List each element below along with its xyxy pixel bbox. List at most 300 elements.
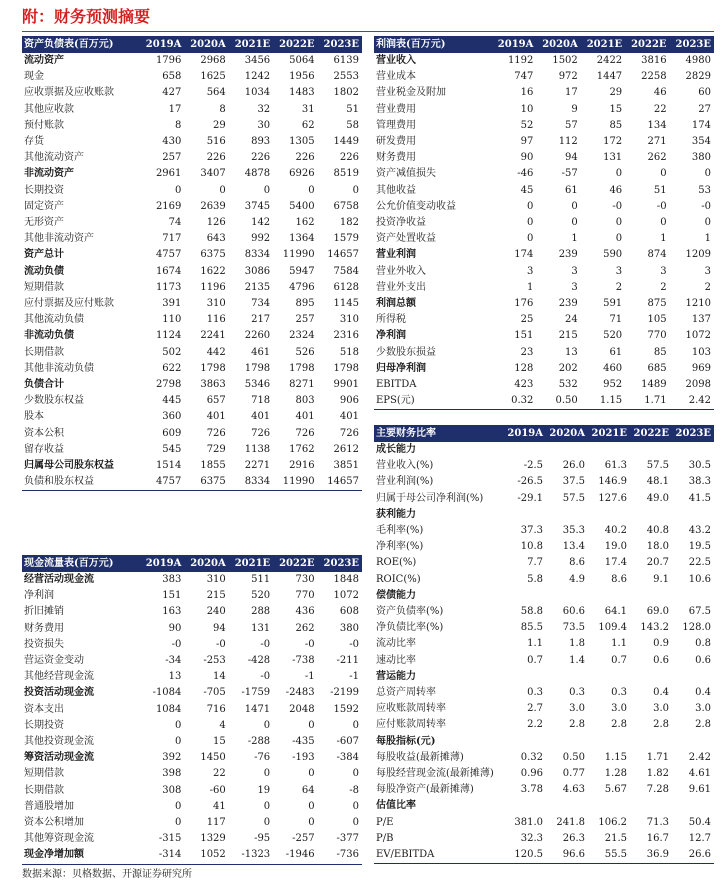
cell-value: 3.0	[695, 703, 711, 715]
cell-value: 73.5	[562, 622, 585, 634]
cell-value: 127.6	[598, 492, 627, 504]
table-row	[22, 53, 362, 69]
table-row	[22, 426, 362, 442]
row-label: 每股收益(最新摊薄)	[376, 751, 464, 763]
cell-value	[546, 734, 588, 750]
cell-value	[672, 798, 714, 814]
cell-value: 770	[647, 330, 667, 342]
row-label: 现金净增加额	[22, 847, 140, 864]
cell-value: 0	[308, 184, 315, 196]
row-label: 营运资金变动	[24, 655, 84, 667]
cell-value: 1	[527, 281, 534, 293]
cell-value: 430	[162, 136, 182, 148]
cell-value: 1.71	[625, 393, 669, 410]
cell-value: 182	[339, 217, 359, 229]
cell-value: 106.2	[598, 816, 627, 828]
table-header-row	[22, 555, 362, 572]
cell-value: 48.1	[646, 476, 669, 488]
cell-value: 18.0	[646, 541, 669, 553]
row-label: 其他收益	[376, 184, 416, 196]
table-row	[22, 102, 362, 118]
cell-value: 41	[213, 800, 226, 812]
cell-value: 4.63	[562, 784, 585, 796]
table-row	[22, 669, 362, 685]
row-label: 财务费用	[24, 622, 64, 634]
cell-value: 1956	[289, 71, 315, 83]
cell-value: 0.9	[653, 638, 669, 650]
cell-value	[672, 442, 714, 458]
table-row	[22, 231, 362, 247]
cell-value: 2	[615, 281, 623, 293]
cell-value: 8334	[229, 474, 273, 491]
table-row	[374, 118, 714, 134]
cell-value: -738	[292, 655, 315, 667]
cell-value: 3816	[641, 55, 667, 66]
cell-value: 3	[527, 265, 534, 277]
cell-value: 1592	[333, 703, 359, 715]
cell-value: 545	[162, 443, 182, 455]
cell-value: 2098	[685, 379, 711, 391]
table-row	[374, 782, 714, 798]
cell-value: 31	[301, 103, 315, 115]
cell-value: 85.5	[520, 622, 543, 634]
row-label: 每股净资产(最新摊薄)	[376, 784, 474, 796]
cell-value: -2.5	[523, 460, 543, 472]
cell-value: 52	[520, 119, 534, 131]
row-label: 管理费用	[376, 119, 416, 131]
table-row	[374, 636, 714, 652]
cell-value: 146.9	[598, 476, 627, 488]
table-row	[374, 669, 714, 685]
cell-value: 2260	[244, 330, 271, 342]
cell-value: 442	[206, 346, 226, 358]
row-label: 其他流动资产	[24, 152, 84, 164]
cell-value: 58	[346, 119, 359, 131]
cell-value: 22	[213, 768, 226, 780]
cell-value: 37.3	[520, 525, 543, 537]
cell-value: 726	[295, 427, 315, 439]
cell-value: 0	[263, 817, 271, 829]
cell-value: 0	[263, 184, 271, 196]
cell-value: -377	[336, 833, 359, 845]
cell-value: 1798	[200, 362, 226, 374]
cell-value: 3407	[200, 168, 226, 180]
cell-value: 9901	[333, 379, 359, 391]
cell-value: 445	[162, 395, 182, 407]
cash-flow-table	[22, 555, 362, 865]
table-row	[374, 183, 714, 199]
cell-value: 3	[571, 281, 578, 293]
cell-value: 4757	[155, 249, 182, 261]
cell-value: 0	[352, 800, 359, 812]
cell-value: 30	[257, 119, 271, 131]
cell-value: 401	[339, 411, 359, 423]
cell-value: -95	[254, 833, 271, 845]
cell-value	[546, 798, 588, 814]
cell-value: 13	[565, 346, 578, 358]
table-row	[22, 150, 362, 166]
cell-value: 131	[251, 622, 271, 634]
row-label: 应付账款周转率	[376, 719, 446, 731]
cell-value: 9	[571, 103, 578, 115]
cell-value	[588, 734, 630, 750]
cell-value: 117	[206, 817, 226, 829]
cell-value: -29.1	[517, 492, 543, 504]
row-label: 资产负债率(%)	[376, 606, 444, 618]
cell-value	[672, 588, 714, 604]
row-label: 投资损失	[24, 638, 64, 650]
table-row	[22, 588, 362, 604]
cell-value: 5346	[244, 379, 271, 391]
row-label: 营业利润(%)	[376, 476, 434, 488]
cell-value: -435	[292, 736, 315, 748]
cell-value: 94	[213, 622, 226, 634]
table-row	[22, 377, 362, 393]
cell-value: 729	[206, 443, 226, 455]
table-row	[22, 783, 362, 799]
cell-value: -2199	[330, 687, 359, 699]
row-label: 投资活动现金流	[24, 687, 94, 699]
cell-value: 11990	[273, 474, 317, 491]
cell-value: 803	[295, 395, 315, 407]
row-label: 其他筹资现金流	[24, 833, 94, 845]
cell-value: 14	[213, 671, 226, 683]
cell-value: 51	[653, 184, 667, 196]
cell-value: 85	[609, 119, 623, 131]
cell-value: 9.1	[653, 573, 669, 585]
cell-value: 1471	[244, 703, 271, 715]
year-column-header: 2019A	[504, 425, 546, 442]
cell-value: 0	[615, 168, 623, 180]
cell-value: -1323	[229, 847, 273, 864]
table-row	[374, 69, 714, 85]
table-row	[22, 734, 362, 750]
row-label: 每股经营现金流(最新摊薄)	[376, 768, 494, 780]
row-label: 其他非流动资产	[24, 233, 94, 245]
cell-value: 0	[175, 736, 182, 748]
row-label: 估值比率	[376, 800, 416, 812]
row-label: 长期借款	[24, 346, 64, 358]
cell-value: 392	[162, 752, 182, 764]
row-label: 其他投资现金流	[24, 736, 94, 748]
cell-value: 0	[308, 817, 315, 829]
cell-value: 972	[558, 71, 578, 83]
cell-value: 27	[698, 103, 711, 115]
cell-value	[630, 669, 672, 685]
row-label: 流动负债	[24, 265, 64, 277]
table-row	[374, 847, 714, 864]
table-row	[22, 799, 362, 815]
cell-value: 906	[339, 395, 359, 407]
cell-value: 2916	[289, 460, 315, 472]
cell-value: 8519	[333, 168, 359, 180]
cell-value: 116	[206, 314, 226, 326]
row-label: 净利润	[24, 590, 54, 602]
cell-value: 4.9	[569, 573, 585, 585]
cell-value: 1329	[200, 833, 226, 845]
table-row	[374, 474, 714, 490]
cell-value: 3	[660, 265, 667, 277]
table-row	[374, 231, 714, 247]
table-row	[22, 621, 362, 637]
cell-value: 0.50	[536, 393, 580, 410]
cell-value: 875	[647, 298, 667, 310]
cell-value: 526	[295, 346, 315, 358]
row-label: 财务费用	[376, 152, 416, 164]
cell-value: 103	[691, 346, 711, 358]
table-row	[374, 523, 714, 539]
cell-value: 1138	[244, 443, 271, 455]
cell-value	[630, 798, 672, 814]
row-label: 长期投资	[24, 184, 64, 196]
row-label: 留存收益	[24, 443, 64, 455]
cell-value: 1802	[333, 87, 359, 99]
table-row	[374, 588, 714, 604]
cell-value: 1674	[155, 265, 182, 277]
cell-value: 2169	[155, 200, 182, 212]
cell-value: 0	[571, 217, 578, 229]
cell-value: 262	[647, 152, 667, 164]
table-row	[374, 604, 714, 620]
cell-value: 952	[603, 379, 623, 391]
table-row	[22, 280, 362, 296]
year-column-header: 2019A	[140, 555, 184, 572]
table-row	[22, 653, 362, 669]
table-row	[374, 134, 714, 150]
cell-value: 2	[704, 281, 711, 293]
cell-value: 50.4	[688, 816, 711, 828]
cell-value: 383	[162, 574, 182, 585]
cell-value: 36.9	[630, 847, 672, 864]
table-row	[374, 458, 714, 474]
row-label: 营业费用	[376, 103, 416, 115]
cell-value: 4980	[685, 55, 711, 66]
cell-value: 1762	[289, 443, 315, 455]
cell-value: 1489	[641, 379, 667, 391]
cell-value: 310	[206, 298, 226, 310]
cell-value: 0	[352, 719, 359, 731]
cell-value	[546, 507, 588, 523]
row-label: 少数股东权益	[24, 395, 84, 407]
cell-value: 30.5	[688, 460, 711, 472]
table-row	[22, 199, 362, 215]
cell-value: 2639	[200, 200, 226, 212]
cell-value: 26.6	[672, 847, 714, 864]
cell-value: 60	[698, 87, 711, 99]
cell-value: -1	[349, 671, 359, 683]
cell-value: 0.77	[562, 768, 585, 780]
cell-value: 461	[251, 346, 271, 358]
cell-value: 10.6	[688, 573, 711, 585]
cell-value: 12.7	[688, 832, 711, 844]
cell-value: 137	[691, 314, 711, 326]
cell-value: 10	[520, 103, 534, 115]
row-label: 流动资产	[24, 55, 64, 66]
row-label: 公允价值变动收益	[376, 200, 456, 212]
row-label: 资本公积增加	[24, 817, 84, 829]
cell-value: 391	[162, 298, 182, 310]
table-row	[374, 685, 714, 701]
cell-value: 49.0	[646, 492, 669, 504]
cell-value: 23	[520, 346, 534, 358]
table-row	[374, 150, 714, 166]
cell-value: 46	[653, 87, 667, 99]
cell-value: 436	[295, 606, 315, 618]
row-label: 应收票据及应收账款	[24, 87, 114, 99]
row-label: 资产处置收益	[376, 233, 436, 245]
cell-value: 6128	[333, 281, 359, 293]
data-source-note: 数据来源：贝格数据、开源证券研究所	[22, 869, 192, 880]
cell-value: 516	[206, 136, 226, 148]
cell-value: 43.2	[688, 525, 711, 537]
cell-value: 241.8	[556, 816, 585, 828]
cell-value: 1450	[200, 752, 226, 764]
cell-value	[588, 798, 630, 814]
cell-value: -736	[318, 847, 362, 864]
cell-value: 1209	[685, 249, 711, 261]
row-label: 研发费用	[376, 136, 416, 148]
cell-value: 0.4	[695, 687, 711, 699]
cell-value: 1210	[685, 298, 711, 310]
cell-value: 3456	[244, 55, 271, 66]
cell-value: 0	[660, 217, 667, 229]
cell-value: 608	[339, 606, 359, 618]
cell-value: -0	[612, 200, 623, 212]
cell-value: -0	[260, 638, 271, 650]
cell-value: 112	[558, 136, 578, 148]
cell-value: 202	[558, 362, 578, 374]
cell-value: 401	[206, 411, 226, 423]
cell-value: 2.8	[611, 719, 627, 731]
cell-value: 0	[263, 800, 271, 812]
cell-value: 217	[251, 314, 271, 326]
cell-value: 0	[263, 719, 271, 731]
cell-value: 360	[162, 411, 182, 423]
cell-value: 520	[603, 330, 623, 342]
row-label: EBITDA	[376, 379, 417, 391]
table-row	[22, 296, 362, 312]
cell-value: 0	[263, 768, 271, 780]
cell-value: 4757	[140, 474, 184, 491]
row-label: 营运能力	[376, 670, 416, 682]
cell-value: 2.2	[527, 719, 543, 731]
cell-value: 1192	[507, 55, 534, 66]
cell-value: 14657	[318, 474, 362, 491]
table-row	[22, 264, 362, 280]
cell-value: 94	[565, 152, 578, 164]
row-label: 毛利率(%)	[376, 525, 424, 537]
cell-value: 1072	[333, 590, 359, 602]
table-row	[22, 750, 362, 766]
financial-ratios-table	[374, 425, 714, 864]
cell-value: 29	[609, 87, 623, 99]
cell-value: 2316	[333, 330, 359, 342]
cell-value: 0.7	[611, 654, 627, 666]
cell-value: 874	[647, 249, 667, 261]
cell-value: 271	[647, 136, 667, 148]
cell-value: 2258	[641, 71, 667, 83]
cell-value: 126	[206, 217, 226, 229]
cell-value: 1.28	[604, 768, 627, 780]
row-label: 长期投资	[24, 719, 64, 731]
table-row	[22, 118, 362, 134]
cell-value: 60.6	[562, 606, 585, 618]
cell-value: 53	[698, 184, 711, 196]
cell-value: 2.8	[569, 719, 585, 731]
cell-value: 26.3	[562, 832, 585, 844]
cell-value: 62	[301, 119, 315, 131]
cell-value: 13	[168, 671, 182, 683]
cell-value: 0	[527, 200, 534, 212]
cell-value: 226	[251, 152, 271, 164]
table-row	[22, 442, 362, 458]
cell-value: 40.8	[646, 525, 669, 537]
cell-value: 215	[206, 590, 226, 602]
cell-value: 2135	[244, 281, 271, 293]
table-row	[22, 815, 362, 831]
cell-value: 3.0	[653, 703, 669, 715]
table-row	[22, 361, 362, 377]
cell-value: 1072	[685, 330, 711, 342]
cell-value: 17	[565, 87, 578, 99]
cell-value: 2422	[596, 55, 623, 66]
cell-value: 90	[168, 622, 182, 634]
cell-value: 74	[168, 217, 182, 229]
cell-value	[672, 669, 714, 685]
cell-value: 3745	[244, 200, 271, 212]
cell-value: 0	[175, 817, 182, 829]
cell-value: 21.5	[604, 832, 627, 844]
cell-value: 162	[295, 217, 315, 229]
row-label: 非流动资产	[24, 168, 74, 180]
cell-value: 1.71	[646, 751, 669, 763]
cell-value: 4796	[289, 281, 315, 293]
cell-value: 5.8	[527, 573, 543, 585]
table-row	[22, 247, 362, 263]
cell-value: 0	[352, 817, 359, 829]
row-label: EPS(元)	[374, 393, 492, 410]
cell-value: 1.15	[604, 751, 627, 763]
row-label: 其他经营现金流	[24, 671, 94, 683]
cell-value: 1242	[244, 71, 271, 83]
cell-value: 564	[206, 87, 226, 99]
cell-value: 622	[162, 362, 182, 374]
cell-value: -60	[209, 784, 226, 796]
cell-value: 1.1	[611, 638, 627, 650]
balance-sheet-table	[22, 36, 362, 491]
cell-value	[504, 734, 546, 750]
cell-value	[504, 588, 546, 604]
cell-value: 174	[514, 249, 534, 261]
table-row	[22, 572, 362, 588]
row-label: 资本支出	[24, 703, 64, 715]
cell-value	[588, 588, 630, 604]
cell-value: 172	[603, 136, 623, 148]
row-label: 速动比率	[376, 654, 416, 666]
table-row	[374, 328, 714, 344]
cell-value: 1855	[200, 460, 226, 472]
row-label: 折旧摊销	[24, 606, 64, 618]
table-row	[22, 637, 362, 653]
cell-value: 1848	[333, 574, 359, 585]
cell-value: 2.42	[688, 751, 711, 763]
row-label: 营业利润	[376, 249, 416, 261]
cell-value	[546, 669, 588, 685]
cell-value: 29	[213, 119, 226, 131]
cell-value: 2048	[289, 703, 315, 715]
cell-value: -288	[247, 736, 271, 748]
table-row	[22, 85, 362, 101]
